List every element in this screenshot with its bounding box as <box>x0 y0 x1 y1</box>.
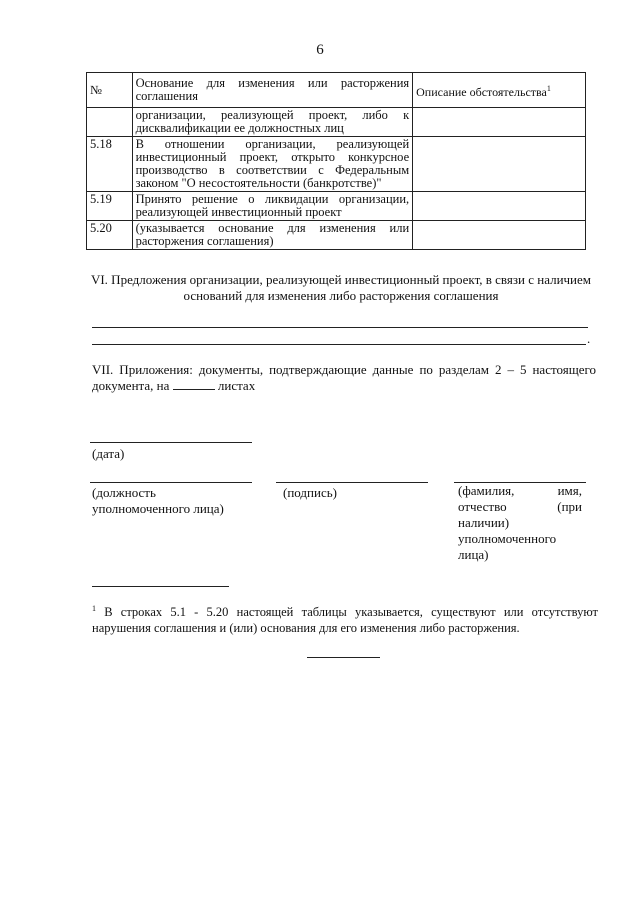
table-row <box>87 221 586 250</box>
signature-line[interactable] <box>276 482 428 483</box>
section-7-text-end: листах <box>217 378 256 393</box>
table-header-row <box>87 73 586 108</box>
position-label <box>92 485 262 517</box>
row-basis: В отношении организации, реализующей инвестиционный проект, открыто конкурсное производство в соответствии с Федеральным законом "О несостоятельности (банкротстве)" <box>132 137 413 192</box>
fio-label <box>458 483 582 563</box>
footnote-separator <box>92 586 229 587</box>
position-label-2: уполномоченного лица) <box>92 501 224 516</box>
header-basis: Основание для изменения или расторжения соглашения <box>132 73 413 108</box>
row-num <box>87 108 133 137</box>
table-row <box>87 192 586 221</box>
table-row <box>87 108 586 137</box>
table-row <box>87 137 586 192</box>
proposal-line-2[interactable] <box>92 344 586 345</box>
fio-word: наличии) <box>458 515 510 530</box>
signature-label: (подпись) <box>283 485 337 500</box>
fio-word: уполномоченного <box>458 531 557 546</box>
fio-word: лица) <box>458 547 489 562</box>
row-num: 5.20 <box>87 221 133 250</box>
section-7-text: VII. Приложения: документы, подтверждающие данные по разделам 2 – 5 настоящего документа, на <box>92 362 596 393</box>
section-6-heading <box>86 272 596 304</box>
end-rule <box>307 657 380 658</box>
date-line[interactable] <box>90 442 252 443</box>
footnote-mark: 1 <box>92 604 96 613</box>
fio-word: имя, <box>557 483 582 498</box>
row-basis: (указывается основание для изменения или расторжения соглашения) <box>132 221 413 250</box>
row-description <box>413 192 586 221</box>
footnote <box>92 601 598 636</box>
position-label-1: (должность <box>92 485 156 500</box>
row-basis: организации, реализующей проект, либо к дисквалификации ее должностных лиц <box>132 108 413 137</box>
row-num: 5.18 <box>87 137 133 192</box>
header-description-text: Описание обстоятельства <box>416 84 547 99</box>
header-num: № <box>87 73 133 108</box>
fio-word: отчество <box>458 499 507 514</box>
section-7-attachments <box>92 362 596 394</box>
basis-table <box>86 72 586 250</box>
proposal-end-mark: . <box>587 331 591 346</box>
header-footnote-mark: 1 <box>546 83 551 93</box>
section-6-line-2: оснований для изменения либо расторжения соглашения <box>183 288 499 303</box>
fio-word: (при <box>557 499 582 514</box>
footnote-text: В строках 5.1 - 5.20 настоящей таблицы указывается, существуют или отсутствуют нарушения соглашения и (или) основания для его изменения либо расторжения. <box>92 605 598 636</box>
row-num: 5.19 <box>87 192 133 221</box>
page-number: 6 <box>316 42 324 58</box>
position-line[interactable] <box>90 482 252 483</box>
row-description <box>413 108 586 137</box>
row-description <box>413 221 586 250</box>
row-basis: Принято решение о ликвидации организации, реализующей инвестиционный проект <box>132 192 413 221</box>
proposal-line-1[interactable] <box>92 327 588 328</box>
fio-word: (фамилия, <box>458 483 515 498</box>
row-description <box>413 137 586 192</box>
section-6-line-1: VI. Предложения организации, реализующей инвестиционный проект, в связи с наличием <box>90 272 592 287</box>
date-label: (дата) <box>92 446 125 461</box>
sheet-count-blank[interactable] <box>173 378 215 390</box>
header-description <box>413 73 586 108</box>
